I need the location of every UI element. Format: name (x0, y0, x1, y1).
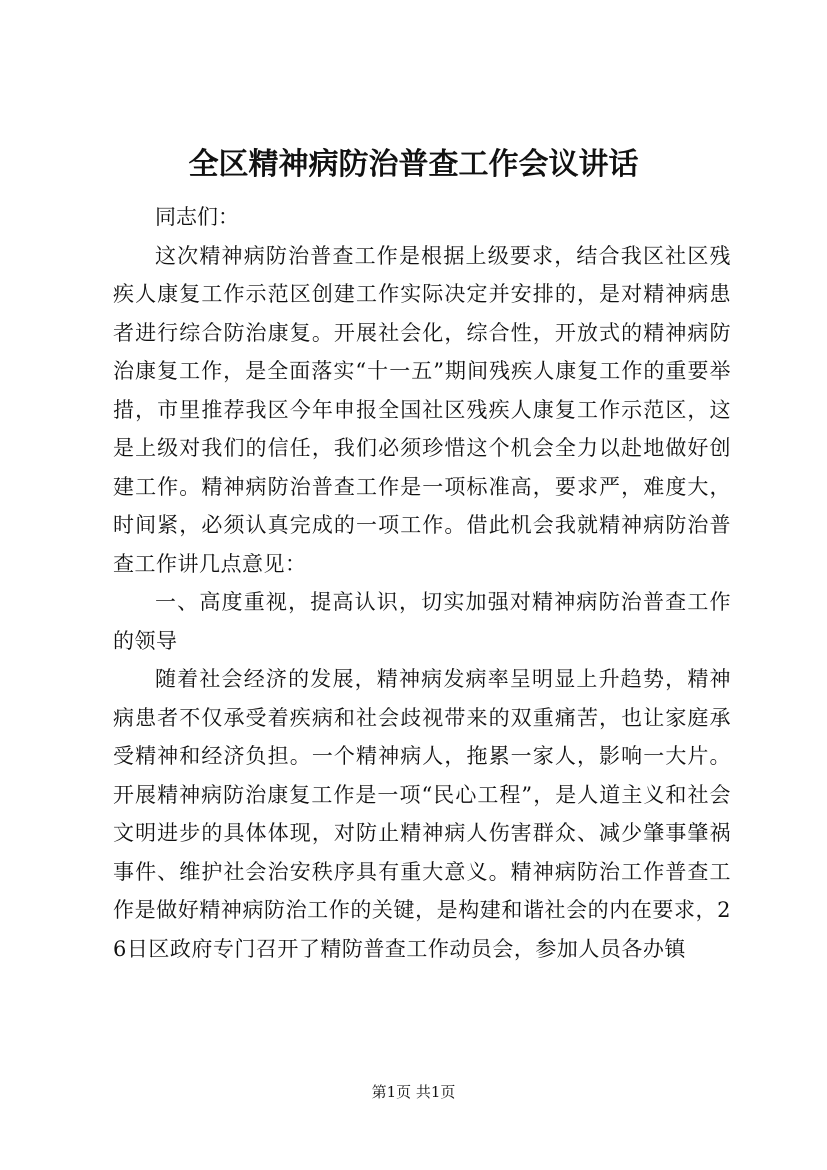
paragraph-intro: 这次精神病防治普查工作是根据上级要求，结合我区社区残疾人康复工作示范区创建工作实际决定并安排的，是对精神病患者进行综合防治康复。开展社会化，综合性，开放式的精神病防治康复工作，是全面落实“十一五”期间残疾人康复工作的重要举措，市里推荐我区今年申报全国社区残疾人康复工作示范区，这是上级对我们的信任，我们必须珍惜这个机会全力以赴地做好创建工作。精神病防治普查工作是一项标准高，要求严，难度大，时间紧，必须认真完成的一项工作。借此机会我就精神病防治普查工作讲几点意见： (113, 243, 731, 576)
greeting: 同志们： (155, 205, 239, 229)
document-body (113, 198, 731, 968)
document-title: 全区精神病防治普查工作会议讲话 (188, 147, 639, 182)
page-footer: 第1页 共1页 (371, 1083, 456, 1101)
paragraph-section-1: 随着社会经济的发展，精神病发病率呈明显上升趋势，精神病患者不仅承受着疾病和社会歧视带来的双重痛苦，也让家庭承受精神和经济负担。一个精神病人，拖累一家人，影响一大片。开展精神病防治康复工作是一项“民心工程”，是人道主义和社会文明进步的具体体现，对防止精神病人伤害群众、减少肇事肇祸事件、维护社会治安秩序具有重大意义。精神病防治工作普查工作是做好精神病防治工作的关键，是构建和谐社会的内在要求，26日区政府专门召开了精防普查工作动员会，参加人员各办镇 (113, 667, 731, 961)
section-heading-1: 一、高度重视，提高认识，切实加强对精神病防治普查工作的领导 (113, 590, 731, 653)
